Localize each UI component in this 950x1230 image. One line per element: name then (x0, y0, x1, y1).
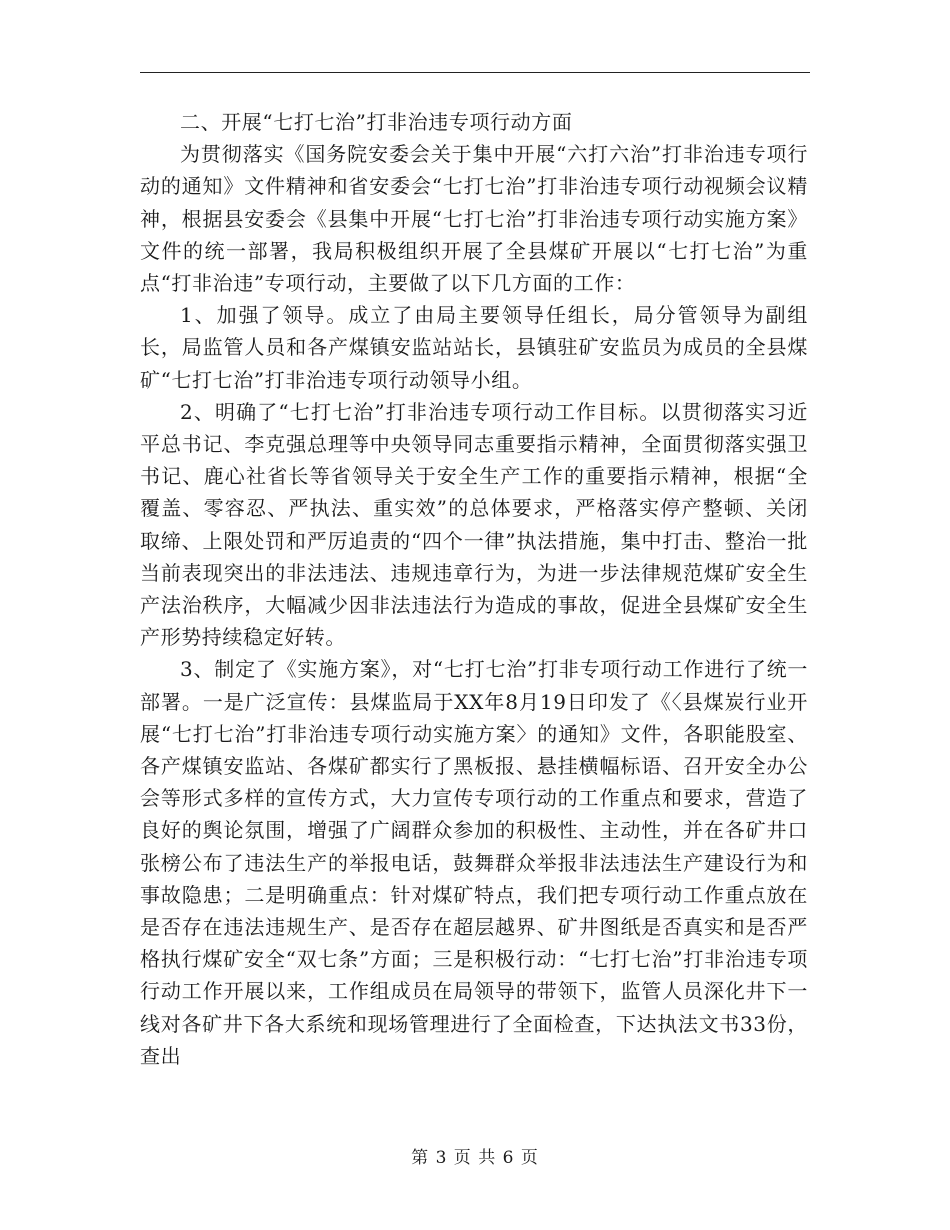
page-number: 第 3 页 共 6 页 (411, 1148, 539, 1168)
paragraph-plan: 3、制定了《实施方案》，对“七打七治”打非专项行动工作进行了统一部署。一是广泛宣传：县煤监局于XX年8月19日印发了《〈县煤炭行业开展“七打七治”打非治违专项行动实施方案〉的通知》文件，各职能股室、各产煤镇安监站、各煤矿都实行了黑板报、悬挂横幅标语、召开安全办公会等形式多样的宣传方式，大力宣传专项行动的工作重点和要求，营造了良好的舆论氛围，增强了广阔群众参加的积极性、主动性，并在各矿井口张榜公布了违法生产的举报电话，鼓舞群众举报非法违法生产建设行为和事故隐患；二是明确重点：针对煤矿特点，我们把专项行动工作重点放在是否存在违法违规生产、是否存在超层越界、矿井图纸是否真实和是否严格执行煤矿安全“双七条”方面；三是积极行动：“七打七治”打非治违专项行动工作开展以来，工作组成员在局领导的带领下，监管人员深化井下一线对各矿井下各大系统和现场管理进行了全面检查，下达执法文书33份，查出 (140, 657, 808, 1068)
section-heading: 二、开展“七打七治”打非治违专项行动方面 (180, 110, 573, 134)
paragraph-goals: 2、明确了“七打七治”打非治违专项行动工作目标。以贯彻落实习近平总书记、李克强总理等中央领导同志重要指示精神，全面贯彻落实强卫书记、鹿心社省长等省领导关于安全生产工作的重要指示精神，根据“全覆盖、零容忍、严执法、重实效”的总体要求，严格落实停产整顿、关闭取缔、上限处罚和严厉追责的“四个一律”执法措施，集中打击、整治一批当前表现突出的非法违法、违规违章行为，为进一步法律规范煤矿安全生产法治秩序，大幅减少因非法违法行为造成的事故，促进全县煤矿安全生产形势持续稳定好转。 (140, 399, 808, 650)
paragraph-leadership: 1、加强了领导。成立了由局主要领导任组长，局分管领导为副组长，局监管人员和各产煤镇安监站站长，县镇驻矿安监员为成员的全县煤矿“七打七治”打非治违专项行动领导小组。 (140, 303, 808, 392)
document-body (140, 106, 808, 1072)
paragraph-intro: 为贯彻落实《国务院安委会关于集中开展“六打六治”打非治违专项行动的通知》文件精神和省安委会“七打七治”打非治违专项行动视频会议精神，根据县安委会《县集中开展“七打七治”打非治违专项行动实施方案》文件的统一部署，我局积极组织开展了全县煤矿开展以“七打七治”为重点“打非治违”专项行动，主要做了以下几方面的工作： (140, 142, 808, 296)
header-rule (140, 72, 810, 73)
